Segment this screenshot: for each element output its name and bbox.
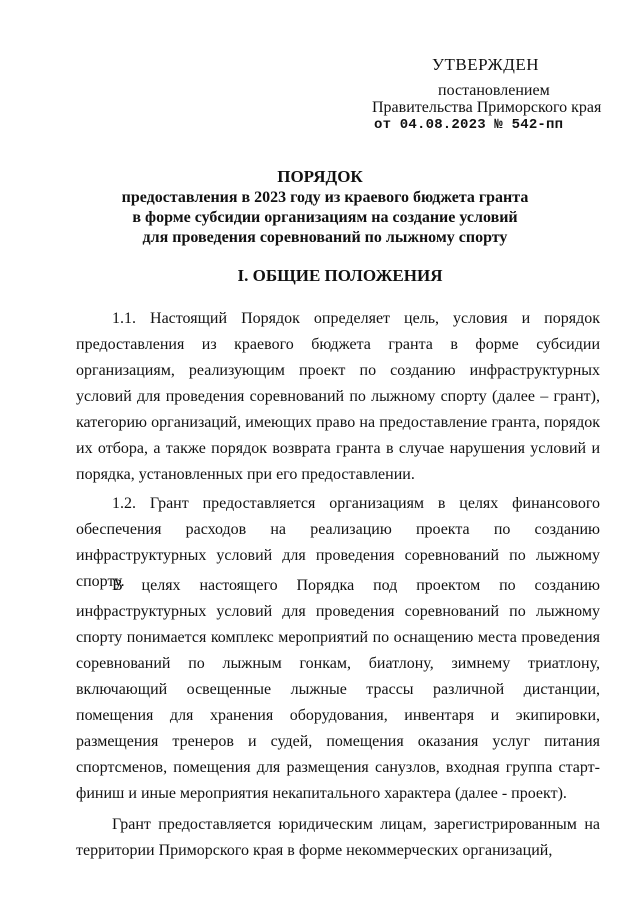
- approval-line-2: Правительства Приморского края: [372, 99, 602, 116]
- document-title: ПОРЯДОК: [277, 167, 363, 186]
- paragraph-1-2: 1.2. Грант предоставляется организациям в целях финансового обеспечения расходов на реализацию проекта по созданию инфраструктурных условий для проведения соревнований по лыжному спорту.: [76, 495, 600, 590]
- paragraph-1-1: 1.1. Настоящий Порядок определяет цель, условия и порядок предоставления из краевого бюджета гранта в форме субсидии организациям, реализующим проект по созданию инфраструктурных условий для проведения соревнований по лыжному спорту (далее – грант), категорию организаций, имеющих право на предоставление гранта, порядок их отбора, а также порядок возврата гранта в случае нарушения условий и порядка, установленных при его предоставлении.: [76, 310, 600, 483]
- section-title: I. ОБЩИЕ ПОЛОЖЕНИЯ: [237, 266, 443, 285]
- document-subtitle: предоставления в 2023 году из краевого бюджета гранта в форме субсидии организациям на создание условий для проведения соревнований по лыжному спорту: [121, 189, 529, 246]
- approval-date-line: от 04.08.2023 № 542-пп: [374, 117, 564, 133]
- paragraph-grant-recipients: Грант предоставляется юридическим лицам, зарегистрированным на территории Приморского края в форме некоммерческих организаций,: [76, 816, 600, 859]
- paragraph-project-definition: В целях настоящего Порядка под проектом по созданию инфраструктурных условий для проведения соревнований по лыжному спорту понимается комплекс мероприятий по оснащению места проведения соревнований по лыжным гонкам, биатлону, зимнему триатлону, включающий освещенные лыжные трассы различной дистанции, помещения для хранения оборудования, инвентаря и экипировки, размещения тренеров и судей, помещения оказания услуг питания спортсменов, помещения для размещения санузлов, входная группа старт-финиш и иные мероприятия некапитального характера (далее - проект).: [76, 577, 600, 802]
- approval-title: УТВЕРЖДЕН: [432, 55, 539, 74]
- approval-line-1: постановлением: [438, 82, 550, 99]
